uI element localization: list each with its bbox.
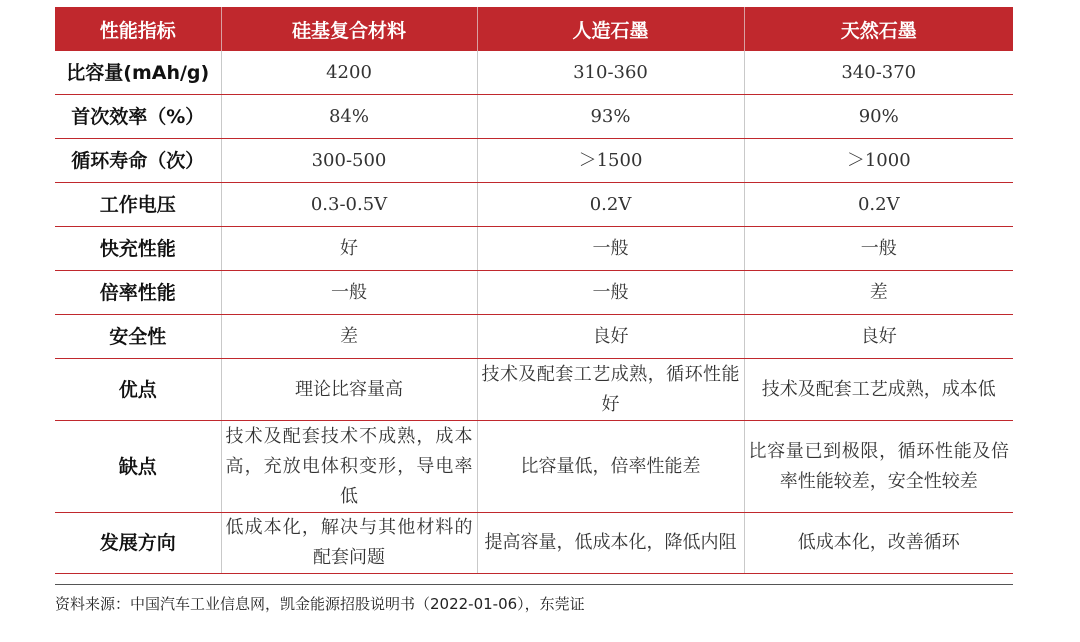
- table-row: [55, 513, 1013, 574]
- row-label: 循环寿命（次）: [55, 139, 221, 183]
- cell-value: 差: [221, 315, 477, 359]
- cell-value: 0.2V: [744, 183, 1013, 227]
- row-label: 倍率性能: [55, 271, 221, 315]
- cell-value: 93%: [477, 95, 744, 139]
- cell-value: 84%: [221, 95, 477, 139]
- source-note-container: [55, 593, 1015, 617]
- cell-value: ＞1000: [744, 139, 1013, 183]
- table-row: [55, 359, 1013, 421]
- row-label: 工作电压: [55, 183, 221, 227]
- row-label: 比容量(mAh/g): [55, 51, 221, 95]
- cell-value: 300-500: [221, 139, 477, 183]
- row-label: 首次效率（%）: [55, 95, 221, 139]
- table-row: [55, 227, 1013, 271]
- cell-value: ＞1500: [477, 139, 744, 183]
- table-row: [55, 421, 1013, 513]
- row-label: 缺点: [55, 421, 221, 513]
- cell-value: 低成本化，解决与其他材料的配套问题: [221, 513, 477, 574]
- header-natural-graphite: 天然石墨: [744, 7, 1013, 51]
- table-row: [55, 315, 1013, 359]
- row-label: 优点: [55, 359, 221, 421]
- cell-value: 技术及配套工艺成熟，循环性能好: [477, 359, 744, 421]
- table-row: [55, 271, 1013, 315]
- cell-value: 340-370: [744, 51, 1013, 95]
- cell-value: 好: [221, 227, 477, 271]
- cell-value: 一般: [477, 227, 744, 271]
- cell-value: 低成本化，改善循环: [744, 513, 1013, 574]
- row-label: 快充性能: [55, 227, 221, 271]
- cell-value: 技术及配套技术不成熟，成本高，充放电体积变形，导电率低: [221, 421, 477, 513]
- cell-value: 0.3-0.5V: [221, 183, 477, 227]
- comparison-table-container: [55, 7, 1013, 574]
- source-note: 资料来源：中国汽车工业信息网，凯金能源招股说明书（2022-01-06），东莞证: [55, 595, 585, 613]
- cell-value: 4200: [221, 51, 477, 95]
- cell-value: 良好: [744, 315, 1013, 359]
- header-silicon-composite: 硅基复合材料: [221, 7, 477, 51]
- anode-material-comparison-table: [55, 7, 1013, 574]
- cell-value: 一般: [744, 227, 1013, 271]
- table-row: [55, 95, 1013, 139]
- table-header-row: [55, 7, 1013, 51]
- cell-value: 提高容量，低成本化，降低内阻: [477, 513, 744, 574]
- header-artificial-graphite: 人造石墨: [477, 7, 744, 51]
- cell-value: 一般: [221, 271, 477, 315]
- table-row: [55, 183, 1013, 227]
- cell-value: 差: [744, 271, 1013, 315]
- cell-value: 比容量已到极限，循环性能及倍率性能较差，安全性较差: [744, 421, 1013, 513]
- cell-value: 90%: [744, 95, 1013, 139]
- row-label: 发展方向: [55, 513, 221, 574]
- header-metric: 性能指标: [55, 7, 221, 51]
- row-label: 安全性: [55, 315, 221, 359]
- cell-value: 良好: [477, 315, 744, 359]
- table-row: [55, 51, 1013, 95]
- table-row: [55, 139, 1013, 183]
- source-fade-overlay: [665, 593, 1015, 617]
- cell-value: 一般: [477, 271, 744, 315]
- cell-value: 技术及配套工艺成熟，成本低: [744, 359, 1013, 421]
- source-divider: [55, 584, 1013, 585]
- cell-value: 比容量低，倍率性能差: [477, 421, 744, 513]
- cell-value: 理论比容量高: [221, 359, 477, 421]
- cell-value: 310-360: [477, 51, 744, 95]
- cell-value: 0.2V: [477, 183, 744, 227]
